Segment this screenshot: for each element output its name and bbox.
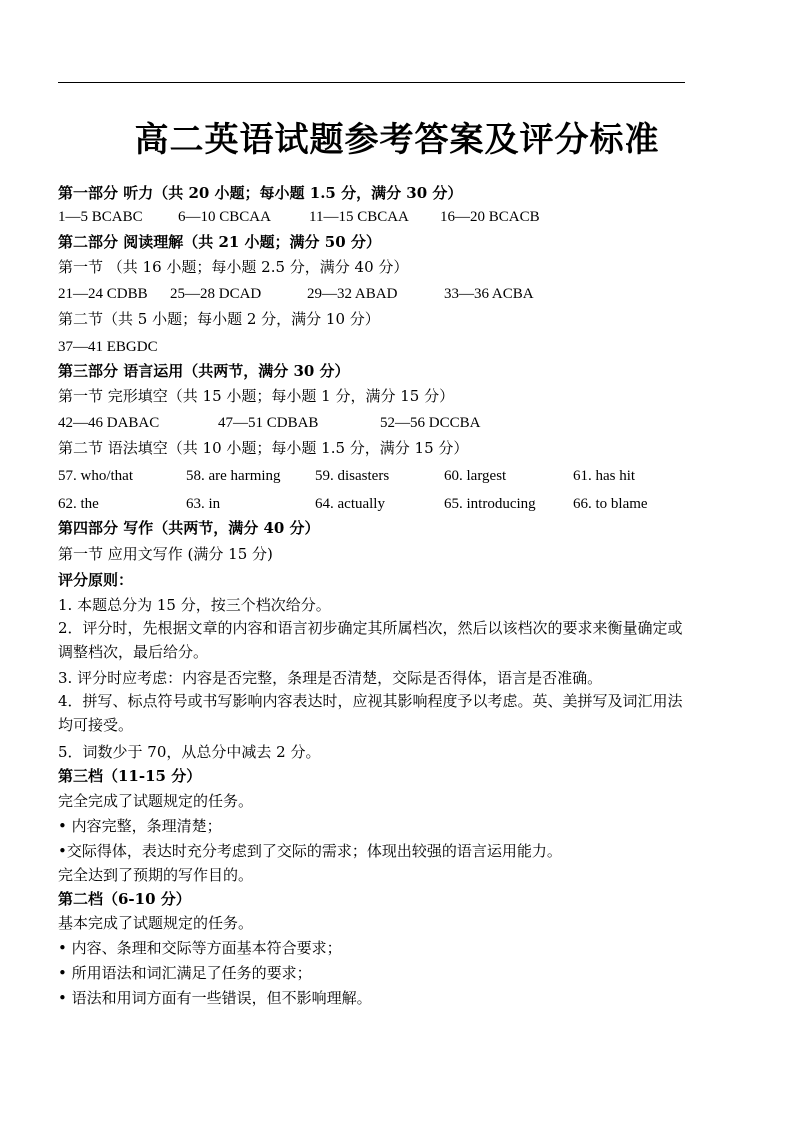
answer-group: 16—20 BCACB [440,209,540,225]
grammar-answer: 59. disasters [315,468,390,484]
grammar-answer: 61. has hit [573,468,636,484]
answer-group: 1—5 BCABC [58,209,143,225]
principle-item: 2．评分时，先根据文章的内容和语言初步确定其所属档次，然后以该档次的要求来衡量确定或调整档次，最后给分。 [58,619,683,661]
grammar-answer: 60. largest [444,468,507,484]
answer-group: 42—46 DABAC [58,415,160,431]
grade3-heading: 第三档（11-15 分） [58,767,202,785]
part2-section1: 第一节 （共 16 小题；每小题 2.5 分，满分 40 分） [58,258,409,276]
answer-group: 11—15 CBCAA [309,209,409,225]
part1-heading: 第一部分 听力（共 20 小题；每小题 1.5 分，满分 30 分） [58,184,463,202]
grammar-answer: 64. actually [315,496,385,512]
part4-section1: 第一节 应用文写作 (满分 15 分) [58,545,273,563]
page-title: 高二英语试题参考答案及评分标准 [134,120,660,160]
grammar-answer: 57. who/that [58,468,133,484]
grade2-line: • 语法和用词方面有一些错误，但不影响理解。 [58,989,372,1007]
grade2-line: 基本完成了试题规定的任务。 [58,914,254,932]
answer-group: 25—28 DCAD [170,286,262,302]
grade2-line: • 内容、条理和交际等方面基本符合要求； [58,939,342,957]
part3-section2: 第二节 语法填空（共 10 小题；每小题 1.5 分，满分 15 分） [58,439,469,457]
grammar-answer: 65. introducing [444,496,536,512]
grammar-answer: 62. the [58,496,99,512]
grade3-line: •交际得体，表达时充分考虑到了交际的需求；体现出较强的语言运用能力。 [58,842,562,860]
principle-item: 4．拼写、标点符号或书写影响内容表达时，应视其影响程度予以考虑。英、美拼写及词汇用法均可接受。 [58,692,683,734]
answer-group: 6—10 CBCAA [178,209,271,225]
grade3-line: • 内容完整，条理清楚； [58,817,222,835]
principles-heading: 评分原则： [58,571,134,589]
answer-group: 37—41 EBGDC [58,339,158,355]
answer-group: 52—56 DCCBA [380,415,481,431]
grammar-answer: 58. are harming [186,468,281,484]
grade2-heading: 第二档（6-10 分） [58,890,191,908]
top-rule [58,82,685,83]
principle-item: 5．词数少于 70，从总分中减去 2 分。 [58,743,321,761]
grade3-line: 完全达到了预期的写作目的。 [58,866,254,884]
answer-group: 33—36 ACBA [444,286,534,302]
part2-section2: 第二节（共 5 小题；每小题 2 分，满分 10 分） [58,310,380,328]
principle-item: 1. 本题总分为 15 分，按三个档次给分。 [58,596,331,614]
grade3-line: 完全完成了试题规定的任务。 [58,792,254,810]
part3-heading: 第三部分 语言运用（共两节，满分 30 分） [58,362,350,380]
answer-group: 29—32 ABAD [307,286,398,302]
grade2-line: • 所用语法和词汇满足了任务的要求； [58,964,312,982]
answer-group: 47—51 CDBAB [218,415,319,431]
grammar-answer: 63. in [186,496,221,512]
answer-group: 21—24 CDBB [58,286,148,302]
principle-item: 3. 评分时应考虑：内容是否完整，条理是否清楚，交际是否得体，语言是否准确。 [58,669,603,687]
part4-heading: 第四部分 写作（共两节，满分 40 分） [58,519,320,537]
part3-section1: 第一节 完形填空（共 15 小题；每小题 1 分，满分 15 分） [58,387,455,405]
part2-heading: 第二部分 阅读理解（共 21 小题；满分 50 分） [58,233,381,251]
grammar-answer: 66. to blame [573,496,648,512]
